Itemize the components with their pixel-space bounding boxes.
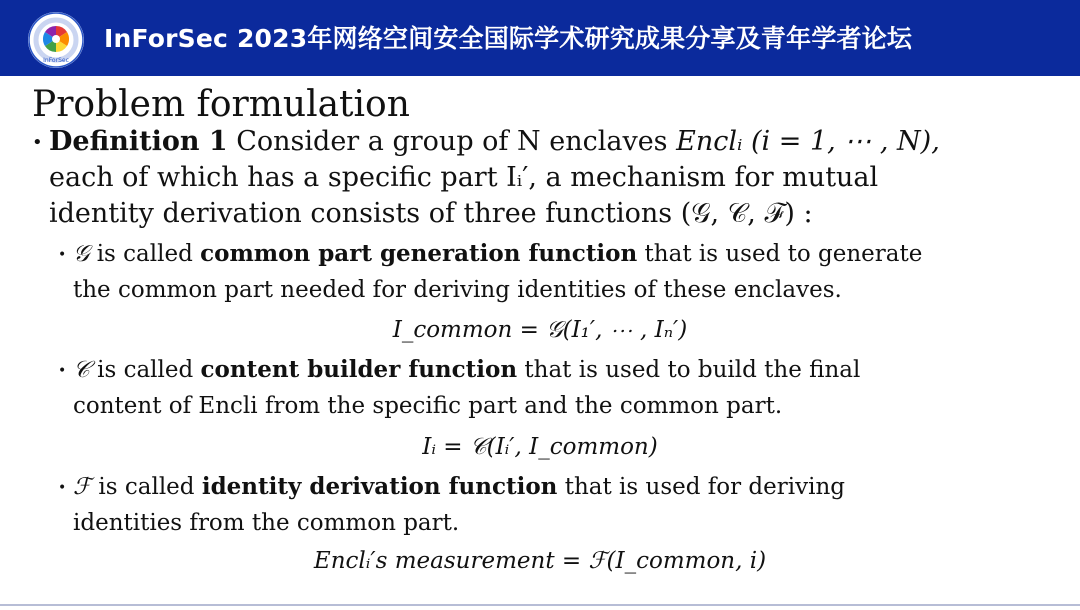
svg-text:InForSec: InForSec <box>43 57 69 64</box>
item-term: content builder function <box>200 356 518 383</box>
banner-title: InForSec 2023年网络空间安全国际学术研究成果分享及青年学者论坛 <box>104 24 913 53</box>
list-item-f <box>58 472 845 503</box>
definition-line-1 <box>32 124 940 161</box>
slide-title: Problem formulation <box>32 84 410 125</box>
footer-divider <box>0 604 1080 606</box>
list-item-g <box>58 239 922 270</box>
header-banner <box>0 0 1080 76</box>
definition-label: Definition 1 <box>49 126 228 157</box>
bullet-icon: • <box>32 131 43 153</box>
equation-common: I_common = 𝒢(I₁′, ⋯ , Iₙ′) <box>392 317 688 343</box>
item-text: is called <box>91 474 202 500</box>
item-continuation: identities from the common part. <box>73 510 460 536</box>
equation-content: Iᵢ = 𝒞(Iᵢ′, I_common) <box>422 434 658 460</box>
item-symbol: 𝒢 <box>73 241 90 267</box>
item-symbol: 𝒞 <box>73 357 90 383</box>
item-term: identity derivation function <box>201 473 558 500</box>
item-continuation: the common part needed for deriving identities of these enclaves. <box>73 277 842 303</box>
equation-measurement: Enclᵢ′s measurement = ℱ(I_common, i) <box>313 548 767 574</box>
item-text: is called <box>89 357 201 383</box>
list-item-c <box>58 355 860 386</box>
bullet-icon: • <box>58 363 67 379</box>
item-text: that is used for deriving <box>557 474 846 500</box>
item-text: that is used to generate <box>637 241 923 267</box>
definition-text: Consider a group of N enclaves <box>227 126 677 157</box>
definition-math: Enclᵢ (i = 1, ⋯ , N), <box>676 126 940 157</box>
item-symbol: ℱ <box>73 474 92 500</box>
definition-line-3: identity derivation consists of three functions (𝒢, 𝒞, ℱ) : <box>49 198 813 229</box>
item-term: common part generation function <box>200 240 638 267</box>
definition-line-2: each of which has a specific part Iᵢ′, a mechanism for mutual <box>49 162 879 193</box>
item-text: is called <box>89 241 201 267</box>
item-continuation: content of Encli from the specific part and the common part. <box>73 393 783 419</box>
bullet-icon: • <box>58 480 67 496</box>
inforsec-logo <box>28 12 84 68</box>
bullet-icon: • <box>58 247 67 263</box>
item-text: that is used to build the final <box>517 357 861 383</box>
